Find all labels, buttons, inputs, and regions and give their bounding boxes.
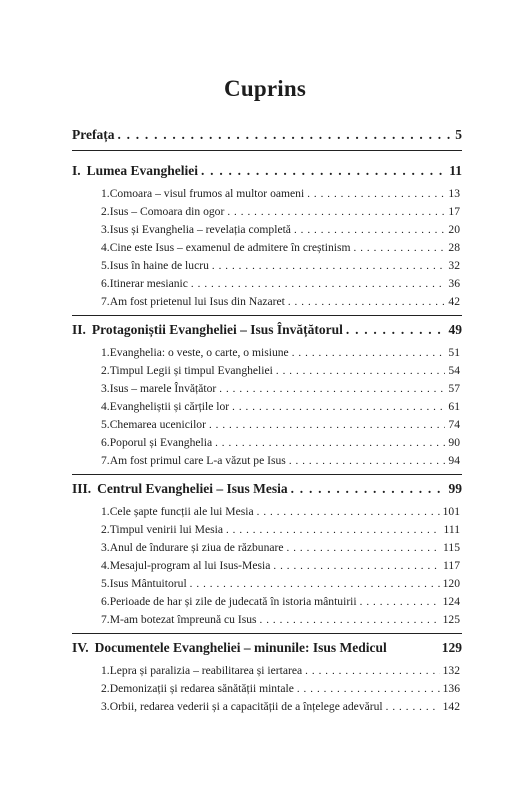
chapter-title: Lumea Evangheliei	[86, 163, 199, 178]
entry-number: 3.	[101, 541, 110, 554]
toc-entry	[101, 436, 460, 449]
entry-number: 3.	[101, 700, 110, 713]
entry-page: 101	[442, 505, 460, 518]
entry-title: Comoara – visul frumos al multor oameni	[109, 187, 305, 200]
entry-number: 3.	[101, 223, 110, 236]
dot-leader	[215, 437, 445, 449]
entry-page: 42	[448, 295, 460, 308]
dot-leader	[289, 455, 446, 467]
toc-entry	[101, 664, 460, 677]
entry-number: 2.	[101, 364, 110, 377]
entry-page: 61	[448, 400, 460, 413]
toc-entry	[101, 595, 460, 608]
entry-page: 111	[443, 523, 460, 536]
preface-page: 5	[455, 127, 462, 142]
toc-entry	[101, 559, 460, 572]
chapter-number: IV.	[72, 640, 89, 655]
entry-title: Isus – Comoara din ogor	[109, 205, 225, 218]
toc-entry	[101, 400, 460, 413]
entry-title: Chemarea ucenicilor	[109, 418, 206, 431]
entry-page: 124	[442, 595, 460, 608]
dot-leader	[305, 665, 439, 677]
entry-page: 51	[448, 346, 460, 359]
entry-title: Cine este Isus – examenul de admitere în creștinism	[109, 241, 351, 254]
toc-entry	[101, 541, 460, 554]
chapter-page: 49	[448, 322, 462, 337]
entry-page: 17	[448, 205, 460, 218]
entry-title: Am fost prietenul lui Isus din Nazaret	[109, 295, 285, 308]
dot-leader	[307, 188, 445, 200]
toc-entry	[101, 505, 460, 518]
toc-entry	[101, 454, 460, 467]
chapter-number: III.	[72, 481, 92, 496]
chapter-heading	[72, 481, 462, 497]
dot-leader	[257, 506, 440, 518]
entry-page: 13	[448, 187, 460, 200]
section-divider	[72, 150, 462, 151]
entry-title: Itinerar mesianic	[109, 277, 188, 290]
toc-entry	[101, 613, 460, 626]
entry-number: 7.	[101, 295, 110, 308]
entry-title: Demonizații și redarea sănătății mintale	[109, 682, 294, 695]
dot-leader	[273, 560, 440, 572]
entry-title: Poporul și Evanghelia	[109, 436, 213, 449]
chapter-number: II.	[72, 322, 86, 337]
dot-leader	[201, 163, 446, 179]
dot-leader	[354, 242, 446, 254]
toc-entry	[101, 382, 460, 395]
entry-number: 1.	[101, 346, 110, 359]
dot-leader	[219, 383, 445, 395]
entry-page: 136	[442, 682, 460, 695]
section-divider	[72, 474, 462, 475]
toc-entry	[101, 241, 460, 254]
entry-page: 36	[448, 277, 460, 290]
dot-leader	[287, 542, 441, 554]
entry-page: 125	[442, 613, 460, 626]
entry-number: 4.	[101, 400, 110, 413]
entry-title: Cele șapte funcții ale lui Mesia	[109, 505, 254, 518]
chapter-heading	[72, 322, 462, 338]
entry-number: 5.	[101, 577, 110, 590]
entry-number: 4.	[101, 241, 110, 254]
entry-title: Mesajul-program al lui Isus-Mesia	[109, 559, 271, 572]
section-divider	[72, 633, 462, 634]
chapter-title: Documentele Evangheliei – minunile: Isus Medicul	[94, 640, 387, 655]
entry-number: 1.	[101, 505, 110, 518]
toc-entry	[101, 277, 460, 290]
entry-page: 57	[448, 382, 460, 395]
entry-title: Isus Mântuitorul	[109, 577, 187, 590]
dot-leader	[209, 419, 445, 431]
entry-number: 2.	[101, 205, 110, 218]
toc-entry	[101, 700, 460, 713]
chapter-page: 99	[448, 481, 462, 496]
dot-leader	[360, 596, 440, 608]
toc-preface-entry	[72, 127, 462, 143]
entry-title: Evanghelia: o veste, o carte, o misiune	[109, 346, 289, 359]
chapter-number: I.	[72, 163, 81, 178]
dot-leader	[117, 127, 452, 143]
entry-title: Isus – marele Învățător	[109, 382, 217, 395]
dot-leader	[346, 322, 446, 338]
chapter-title: Protagoniștii Evangheliei – Isus Învățătorul	[91, 322, 343, 337]
entry-title: Lepra și paralizia – reabilitarea și iertarea	[109, 664, 303, 677]
dot-leader	[190, 578, 440, 590]
dot-leader	[276, 365, 446, 377]
toc-entry	[101, 205, 460, 218]
page-title: Cuprins	[224, 76, 306, 101]
chapter-heading	[72, 163, 462, 179]
entry-title: Am fost primul care L-a văzut pe Isus	[109, 454, 286, 467]
entry-title: Timpul venirii lui Mesia	[109, 523, 223, 536]
chapter-page: 129	[441, 640, 462, 655]
entry-title: Evangheliștii și cărțile lor	[109, 400, 230, 413]
entry-number: 5.	[101, 418, 110, 431]
entry-number: 6.	[101, 436, 110, 449]
dot-leader	[226, 524, 441, 536]
dot-leader	[386, 701, 440, 713]
toc-entry	[101, 364, 460, 377]
dot-leader	[212, 260, 446, 272]
toc-entry	[101, 295, 460, 308]
toc-entry	[101, 259, 460, 272]
entry-page: 120	[442, 577, 460, 590]
entry-page: 115	[443, 541, 460, 554]
dot-leader	[292, 347, 446, 359]
entry-page: 94	[448, 454, 460, 467]
entry-number: 6.	[101, 595, 110, 608]
entry-title: Timpul Legii și timpul Evangheliei	[109, 364, 273, 377]
chapter-title: Centrul Evangheliei – Isus Mesia	[97, 481, 288, 496]
entry-page: 90	[448, 436, 460, 449]
entry-page: 117	[443, 559, 460, 572]
entry-page: 28	[448, 241, 460, 254]
toc-entry	[101, 418, 460, 431]
entry-title: Perioade de har și zile de judecată în istoria mântuirii	[109, 595, 357, 608]
preface-label: Prefața	[72, 127, 115, 142]
dot-leader	[291, 481, 446, 497]
toc-entry	[101, 682, 460, 695]
entry-number: 4.	[101, 559, 110, 572]
chapter-page: 11	[449, 163, 462, 178]
entry-number: 6.	[101, 277, 110, 290]
dot-leader	[260, 614, 440, 626]
dot-leader	[294, 224, 445, 236]
dot-leader	[232, 401, 445, 413]
entry-number: 5.	[101, 259, 110, 272]
entry-number: 1.	[101, 664, 110, 677]
entry-title: Isus și Evanghelia – revelația completă	[109, 223, 291, 236]
entry-number: 1.	[101, 187, 110, 200]
toc-entry	[101, 223, 460, 236]
entry-title: Anul de îndurare și ziua de răzbunare	[109, 541, 284, 554]
entry-page: 132	[442, 664, 460, 677]
entry-page: 20	[448, 223, 460, 236]
section-divider	[72, 315, 462, 316]
dot-leader	[191, 278, 445, 290]
entry-title: M-am botezat împreună cu Isus	[109, 613, 257, 626]
entry-title: Isus în haine de lucru	[109, 259, 209, 272]
chapter-heading	[72, 640, 462, 656]
entry-number: 7.	[101, 454, 110, 467]
entry-number: 7.	[101, 613, 110, 626]
toc-entry	[101, 187, 460, 200]
dot-leader	[227, 206, 445, 218]
entry-number: 3.	[101, 382, 110, 395]
toc-entry	[101, 577, 460, 590]
entry-page: 74	[448, 418, 460, 431]
entry-number: 2.	[101, 523, 110, 536]
toc-entry	[101, 346, 460, 359]
dot-leader	[297, 683, 440, 695]
toc-entry	[101, 523, 460, 536]
entry-page: 54	[448, 364, 460, 377]
entry-page: 142	[442, 700, 460, 713]
dot-leader	[288, 296, 446, 308]
entry-number: 2.	[101, 682, 110, 695]
entry-page: 32	[448, 259, 460, 272]
entry-title: Orbii, redarea vederii și a capacității de a înțelege adevărul	[109, 700, 383, 713]
